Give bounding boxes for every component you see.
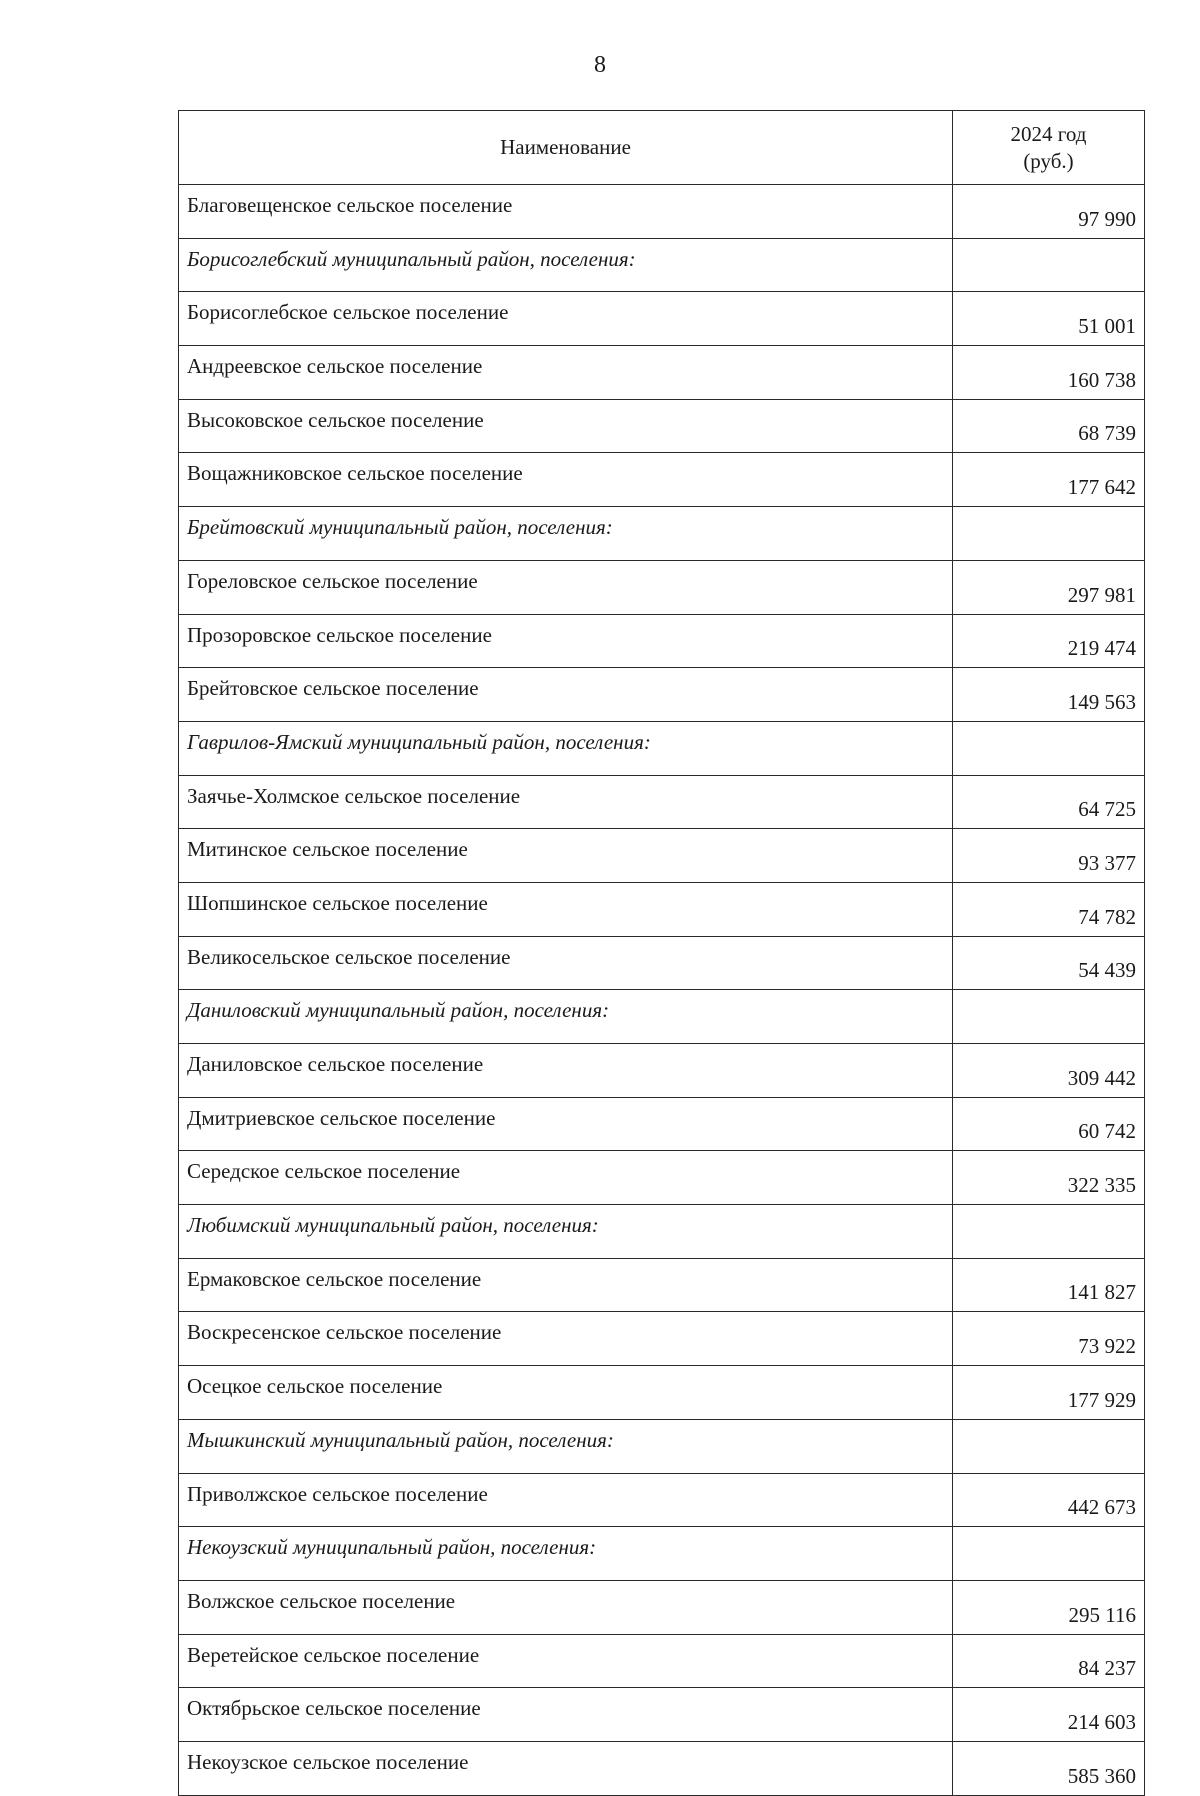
- amount-cell: [953, 238, 1145, 292]
- amount-cell: 54 439: [953, 936, 1145, 990]
- table-row: [179, 668, 1145, 722]
- amount-cell: 219 474: [953, 614, 1145, 668]
- table-row: [179, 1258, 1145, 1312]
- table-row: [179, 936, 1145, 990]
- district-name-cell: Даниловский муниципальный район, поселения:: [179, 990, 953, 1044]
- table-row: [179, 560, 1145, 614]
- settlement-table: [178, 110, 1145, 1796]
- settlement-name-cell: Приволжское сельское поселение: [179, 1473, 953, 1527]
- settlement-name-cell: Андреевское сельское поселение: [179, 346, 953, 400]
- amount-cell: 84 237: [953, 1634, 1145, 1688]
- amount-cell: 177 929: [953, 1366, 1145, 1420]
- amount-cell: 60 742: [953, 1097, 1145, 1151]
- settlement-name-cell: Даниловское сельское поселение: [179, 1044, 953, 1098]
- amount-cell: 442 673: [953, 1473, 1145, 1527]
- amount-cell: 322 335: [953, 1151, 1145, 1205]
- amount-cell: [953, 990, 1145, 1044]
- header-name: Наименование: [179, 111, 953, 185]
- amount-cell: 74 782: [953, 882, 1145, 936]
- district-group-row: [179, 507, 1145, 561]
- district-name-cell: Борисоглебский муниципальный район, поселения:: [179, 238, 953, 292]
- amount-cell: 73 922: [953, 1312, 1145, 1366]
- settlement-name-cell: Шопшинское сельское поселение: [179, 882, 953, 936]
- district-group-row: [179, 1205, 1145, 1259]
- table-header-row: [179, 111, 1145, 185]
- amount-cell: [953, 1527, 1145, 1581]
- table-row: [179, 614, 1145, 668]
- settlement-name-cell: Волжское сельское поселение: [179, 1580, 953, 1634]
- table-row: [179, 882, 1145, 936]
- amount-cell: 93 377: [953, 829, 1145, 883]
- settlement-name-cell: Брейтовское сельское поселение: [179, 668, 953, 722]
- amount-cell: 51 001: [953, 292, 1145, 346]
- settlement-name-cell: Благовещенское сельское поселение: [179, 185, 953, 239]
- settlement-name-cell: Середское сельское поселение: [179, 1151, 953, 1205]
- district-name-cell: Брейтовский муниципальный район, поселения:: [179, 507, 953, 561]
- settlement-name-cell: Осецкое сельское поселение: [179, 1366, 953, 1420]
- settlement-name-cell: Заячье-Холмское сельское поселение: [179, 775, 953, 829]
- district-group-row: [179, 1419, 1145, 1473]
- settlement-name-cell: Вощажниковское сельское поселение: [179, 453, 953, 507]
- amount-cell: 295 116: [953, 1580, 1145, 1634]
- settlement-name-cell: Прозоровское сельское поселение: [179, 614, 953, 668]
- amount-cell: 309 442: [953, 1044, 1145, 1098]
- settlement-name-cell: Дмитриевское сельское поселение: [179, 1097, 953, 1151]
- table-row: [179, 775, 1145, 829]
- district-group-row: [179, 238, 1145, 292]
- table-row: [179, 453, 1145, 507]
- table-body: [179, 185, 1145, 1796]
- settlement-name-cell: Октябрьское сельское поселение: [179, 1688, 953, 1742]
- table-row: [179, 1580, 1145, 1634]
- district-name-cell: Некоузский муниципальный район, поселения:: [179, 1527, 953, 1581]
- table-row: [179, 185, 1145, 239]
- settlement-name-cell: Ермаковское сельское поселение: [179, 1258, 953, 1312]
- amount-cell: 141 827: [953, 1258, 1145, 1312]
- amount-cell: 160 738: [953, 346, 1145, 400]
- table-row: [179, 829, 1145, 883]
- amount-cell: [953, 1205, 1145, 1259]
- header-value-year: 2024 год: [1010, 121, 1087, 146]
- settlement-name-cell: Веретейское сельское поселение: [179, 1634, 953, 1688]
- table-row: [179, 1634, 1145, 1688]
- table-row: [179, 1741, 1145, 1795]
- amount-cell: [953, 1419, 1145, 1473]
- settlement-name-cell: Великосельское сельское поселение: [179, 936, 953, 990]
- district-name-cell: Мышкинский муниципальный район, поселения:: [179, 1419, 953, 1473]
- settlement-name-cell: Борисоглебское сельское поселение: [179, 292, 953, 346]
- table-row: [179, 1044, 1145, 1098]
- settlement-name-cell: Митинское сельское поселение: [179, 829, 953, 883]
- district-name-cell: Гаврилов-Ямский муниципальный район, поселения:: [179, 721, 953, 775]
- amount-cell: [953, 721, 1145, 775]
- district-group-row: [179, 721, 1145, 775]
- amount-cell: 177 642: [953, 453, 1145, 507]
- table-row: [179, 1097, 1145, 1151]
- settlement-name-cell: Некоузское сельское поселение: [179, 1741, 953, 1795]
- header-value-unit: (руб.): [1023, 148, 1074, 173]
- district-name-cell: Любимский муниципальный район, поселения:: [179, 1205, 953, 1259]
- district-group-row: [179, 990, 1145, 1044]
- settlement-table-container: [178, 110, 1144, 1796]
- table-row: [179, 292, 1145, 346]
- amount-cell: 64 725: [953, 775, 1145, 829]
- table-row: [179, 1473, 1145, 1527]
- table-row: [179, 1151, 1145, 1205]
- amount-cell: 214 603: [953, 1688, 1145, 1742]
- page-number: 8: [594, 52, 606, 78]
- district-group-row: [179, 1527, 1145, 1581]
- table-row: [179, 346, 1145, 400]
- settlement-name-cell: Воскресенское сельское поселение: [179, 1312, 953, 1366]
- settlement-name-cell: Гореловское сельское поселение: [179, 560, 953, 614]
- amount-cell: 97 990: [953, 185, 1145, 239]
- amount-cell: 68 739: [953, 399, 1145, 453]
- header-value: [953, 111, 1145, 185]
- amount-cell: 297 981: [953, 560, 1145, 614]
- settlement-name-cell: Высоковское сельское поселение: [179, 399, 953, 453]
- table-row: [179, 1312, 1145, 1366]
- amount-cell: [953, 507, 1145, 561]
- table-row: [179, 399, 1145, 453]
- amount-cell: 585 360: [953, 1741, 1145, 1795]
- amount-cell: 149 563: [953, 668, 1145, 722]
- table-row: [179, 1366, 1145, 1420]
